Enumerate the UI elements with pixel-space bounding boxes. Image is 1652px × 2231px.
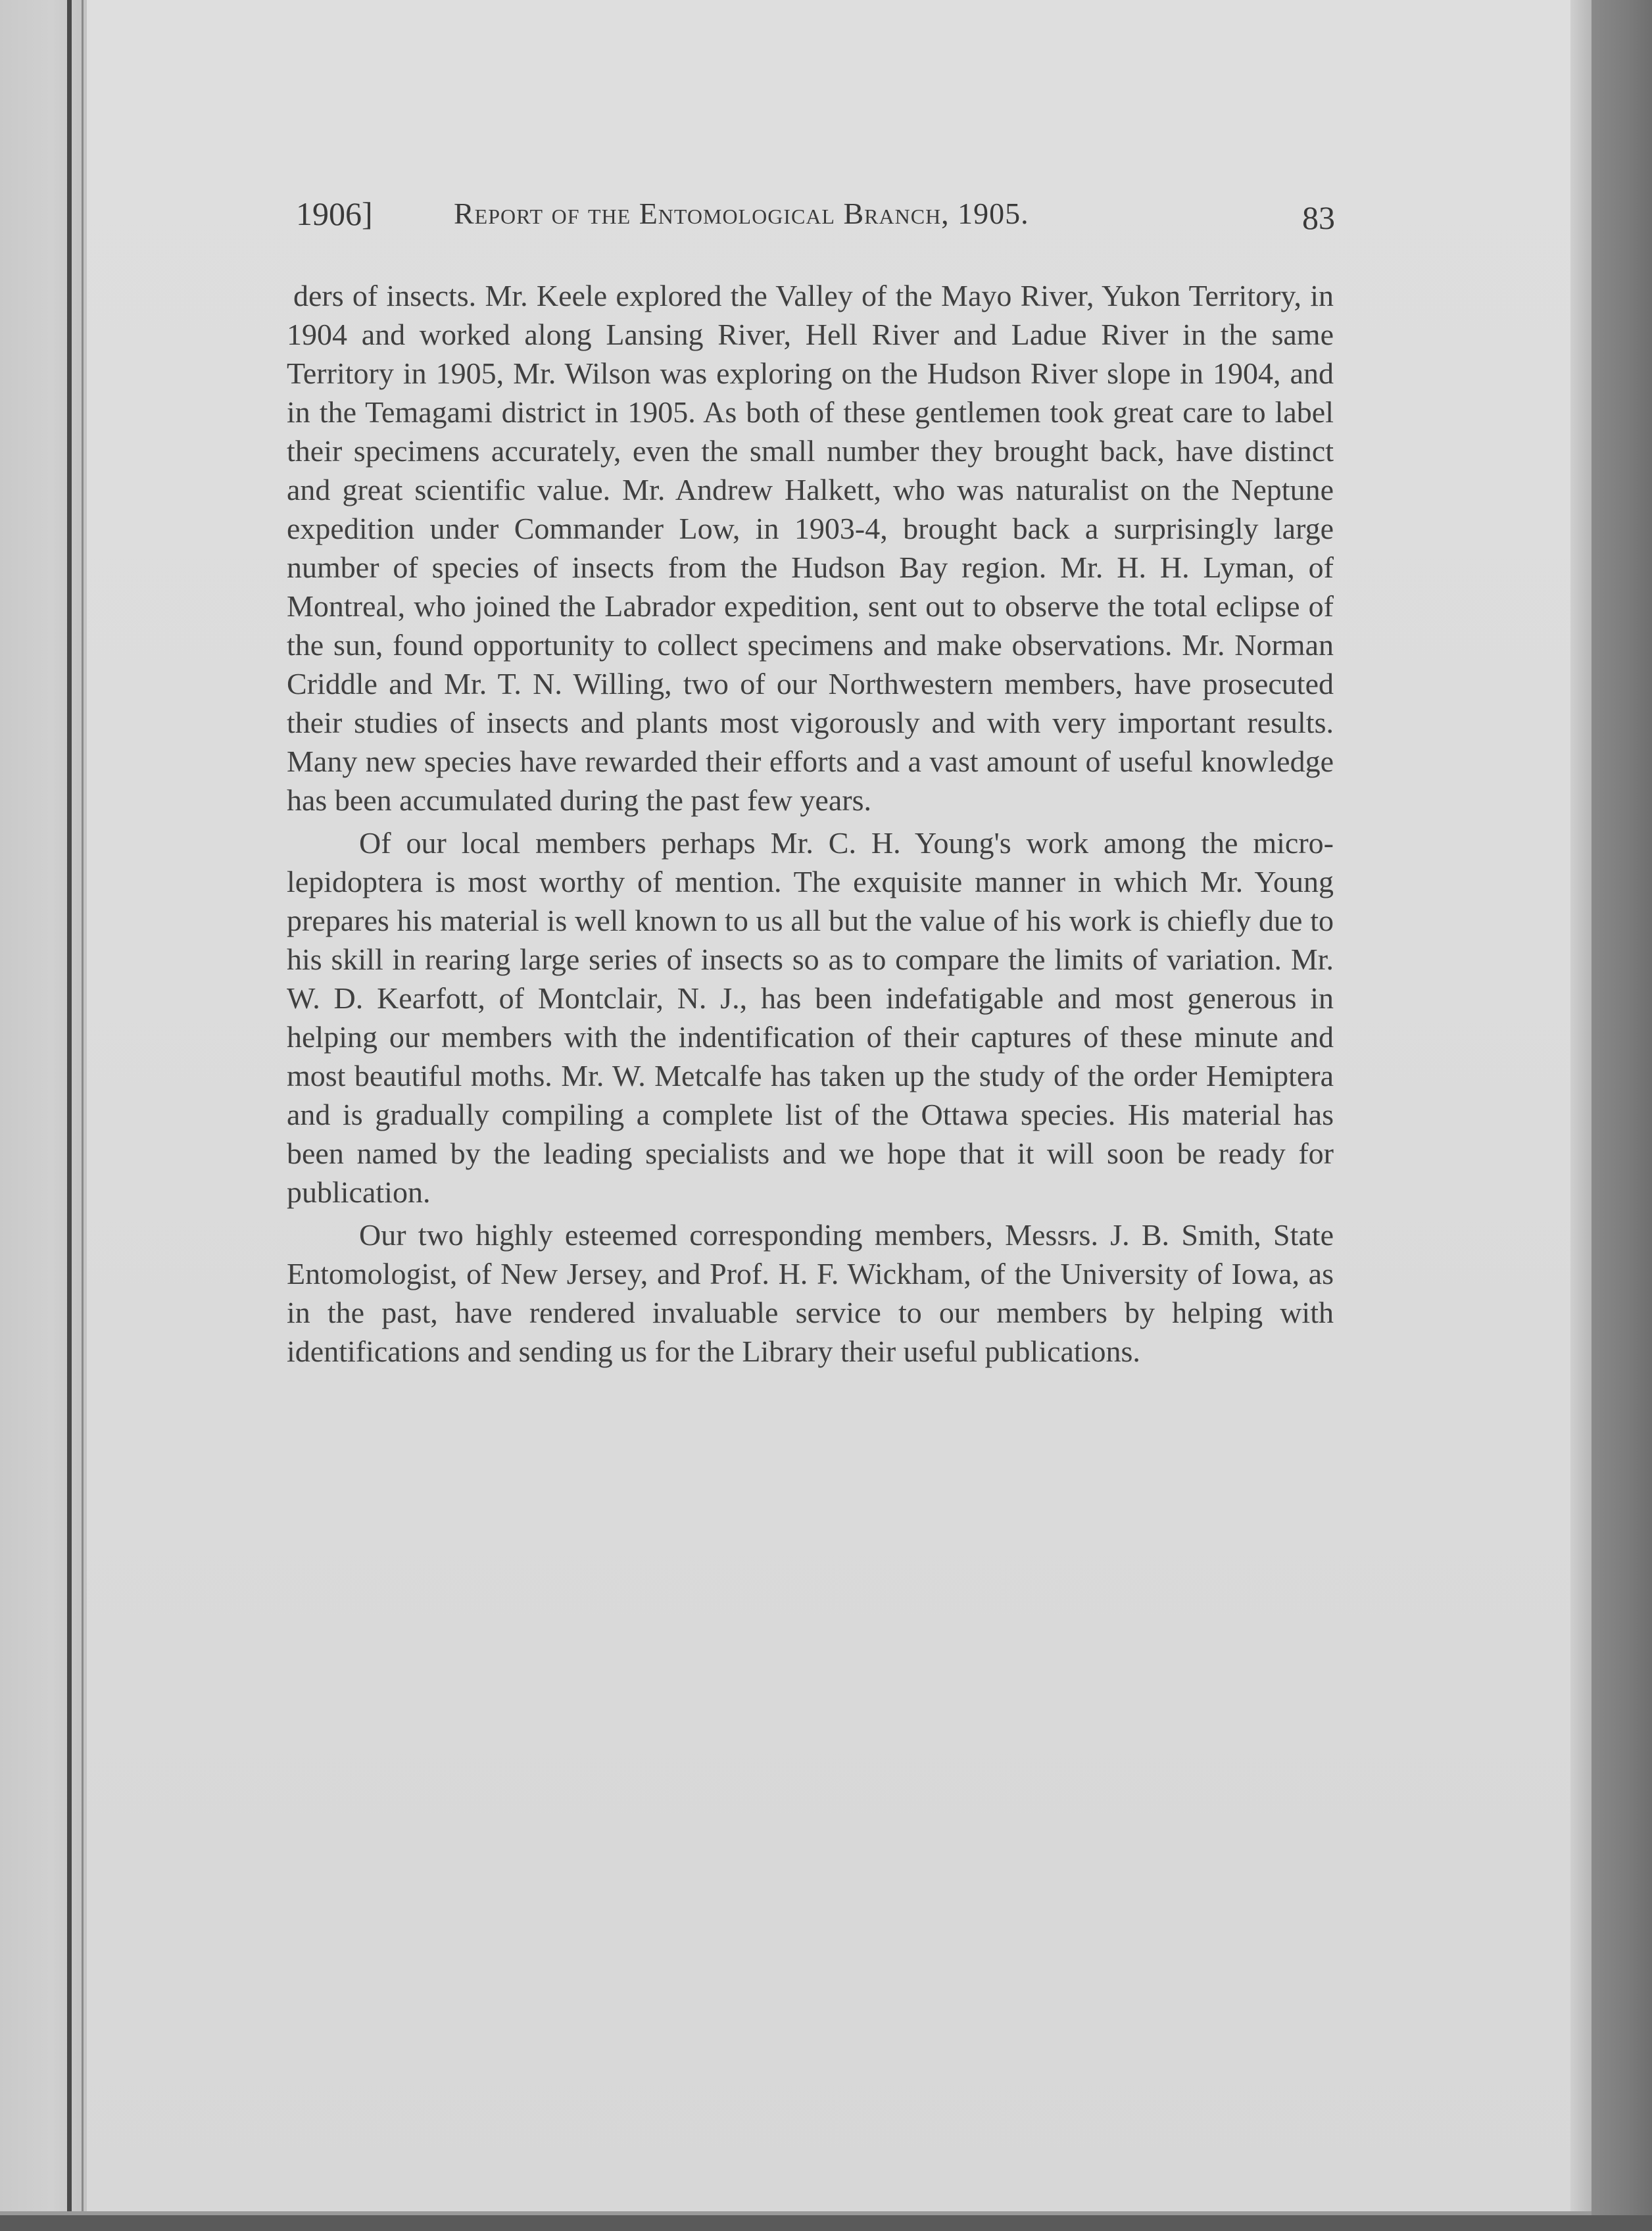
body-text xyxy=(287,276,1334,1371)
header-year: 1906] xyxy=(296,195,373,232)
header-title: Report of the Entomological Branch, 1905. xyxy=(454,197,1029,230)
paragraph-2: Of our local members perhaps Mr. C. H. Young's work among the micro-lepidoptera is most worthy of mention. The exquisite manner in which Mr. Young prepares his material is well known to us all but the value of his work is chiefly due to his skill in rearing large series of insects so as to compare the limits of variation. Mr. W. D. Kearfott, of Montclair, N. J., has been indefatigable and most generous in helping our members with the indentification of their captures of these minute and most beautiful moths. Mr. W. Metcalfe has taken up the study of the order Hemiptera and is gradually compiling a complete list of the Ottawa species. His material has been named by the leading specialists and we hope that it will soon be ready for publication. xyxy=(287,826,1334,1209)
binding-gutter-line xyxy=(67,0,72,2231)
running-header xyxy=(296,195,1335,247)
page-number: 83 xyxy=(1302,199,1335,236)
binding-gutter-shadow xyxy=(82,0,84,2231)
scan-background-bottom xyxy=(0,2215,1652,2231)
page-right-edge xyxy=(1570,0,1591,2231)
paragraph-3: Our two highly esteemed corresponding members, Messrs. J. B. Smith, State Entomologist, of New Jersey, and Prof. H. F. Wickham, of the University of Iowa, as in the past, have rendered invaluable service to our members by helping with identifications and sending us for the Library their useful publications. xyxy=(287,1218,1334,1368)
paragraph-1: ders of insects. Mr. Keele explored the Valley of the Mayo River, Yukon Territory, in 1904 and worked along Lansing River, Hell River and Ladue River in the same Territory in 1905, Mr. Wilson was exploring on the Hudson River slope in 1904, and in the Temagami district in 1905. As both of these gentlemen took great care to label their specimens accurately, even the small number they brought back, have distinct and great scientific value. Mr. Andrew Halkett, who was naturalist on the Neptune expedition under Commander Low, in 1903-4, brought back a surprisingly large number of species of insects from the Hudson Bay region. Mr. H. H. Lyman, of Montreal, who joined the Labrador expedition, sent out to observe the total eclipse of the sun, found opportunity to collect specimens and make observations. Mr. Norman Criddle and Mr. T. N. Willing, two of our Northwestern members, have prosecuted their studies of insects and plants most vigorously and with very important results. Many new species have rewarded their efforts and a vast amount of useful knowledge has been accumulated during the past few years. xyxy=(287,279,1334,817)
scan-background-right xyxy=(1591,0,1652,2231)
binding-margin xyxy=(0,0,87,2231)
